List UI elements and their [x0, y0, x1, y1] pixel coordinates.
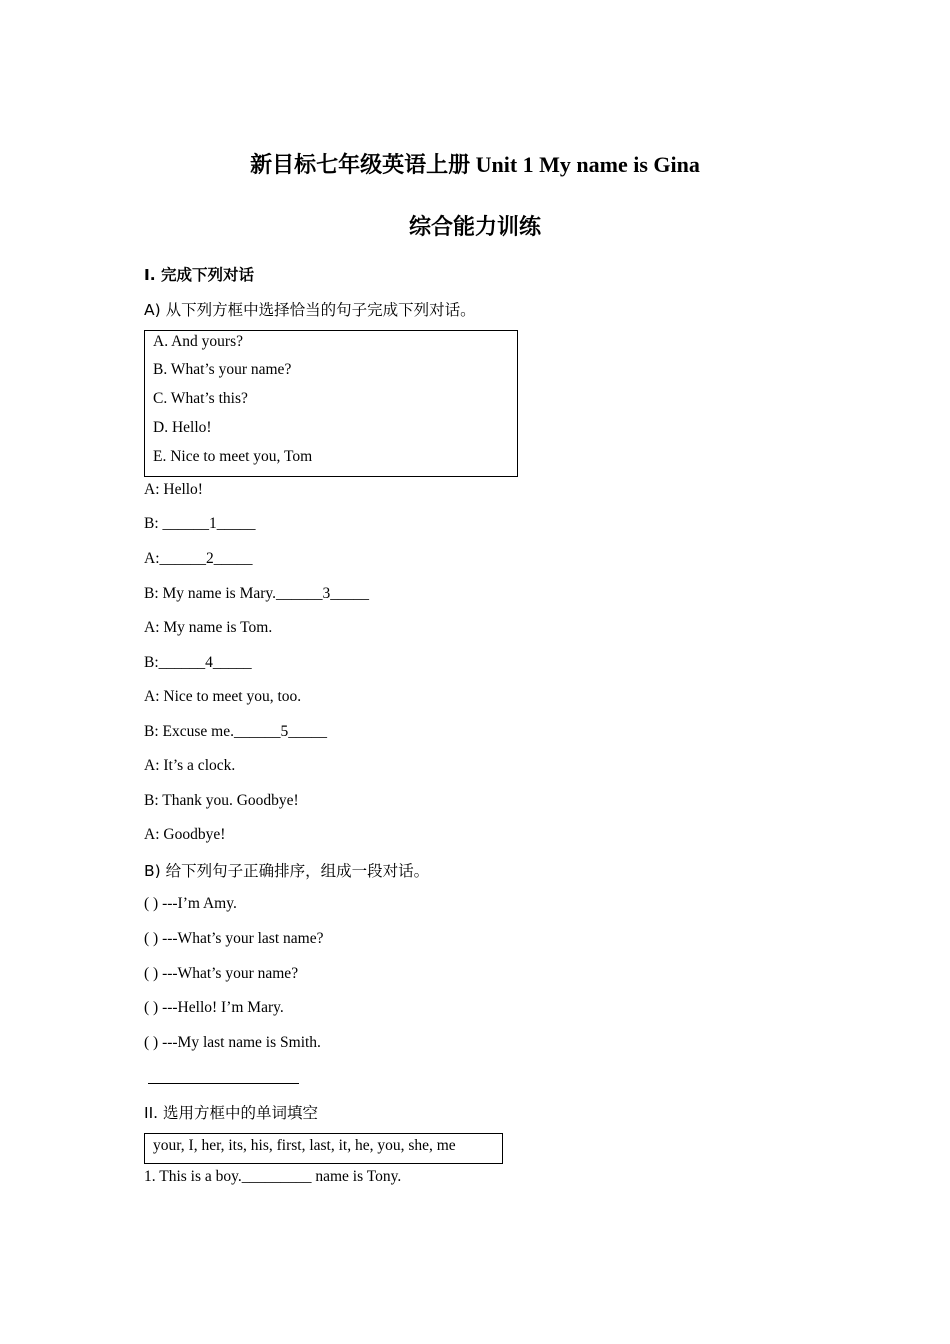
dialogue-line: A: Goodbye! — [144, 826, 226, 843]
word-bank-box — [144, 1133, 503, 1164]
dialogue-line: B: My name is Mary.______3_____ — [144, 585, 370, 602]
word-bank: your, I, her, its, his, first, last, it, he, you, she, me — [153, 1137, 456, 1154]
question-item: 1. This is a boy._________ name is Tony. — [144, 1168, 402, 1185]
divider — [148, 1083, 299, 1084]
section2-heading: II. 选用方框中的单词填空 — [144, 1104, 318, 1122]
ordering-item: ( ) ---What’s your name? — [144, 965, 299, 982]
option-item: D. Hello! — [153, 419, 212, 436]
dialogue-line: A: Nice to meet you, too. — [144, 688, 302, 705]
dialogue-line: B: ______1_____ — [144, 515, 256, 532]
dialogue-line: B:______4_____ — [144, 654, 252, 671]
ordering-item: ( ) ---My last name is Smith. — [144, 1034, 321, 1051]
page-title: 新目标七年级英语上册 Unit 1 My name is Gina — [250, 152, 700, 177]
partB-instruction: B) 给下列句子正确排序，组成一段对话。 — [144, 862, 430, 880]
ordering-item: ( ) ---I’m Amy. — [144, 895, 237, 912]
dialogue-line: A: Hello! — [144, 481, 203, 498]
ordering-item: ( ) ---What’s your last name? — [144, 930, 324, 947]
dialogue-line: B: Thank you. Goodbye! — [144, 792, 299, 809]
partA-instruction: A) 从下列方框中选择恰当的句子完成下列对话。 — [144, 301, 476, 319]
dialogue-line: B: Excuse me.______5_____ — [144, 723, 327, 740]
page-subtitle: 综合能力训练 — [408, 214, 541, 239]
section1-heading: I. 完成下列对话 — [144, 266, 255, 284]
option-item: A. And yours? — [153, 333, 243, 350]
dialogue-line: A:______2_____ — [144, 550, 253, 567]
options-box — [144, 330, 518, 477]
option-item: C. What’s this? — [153, 390, 248, 407]
option-item: E. Nice to meet you, Tom — [153, 448, 313, 465]
dialogue-line: A: It’s a clock. — [144, 757, 236, 774]
option-item: B. What’s your name? — [153, 361, 292, 378]
dialogue-line: A: My name is Tom. — [144, 619, 273, 636]
ordering-item: ( ) ---Hello! I’m Mary. — [144, 999, 284, 1016]
